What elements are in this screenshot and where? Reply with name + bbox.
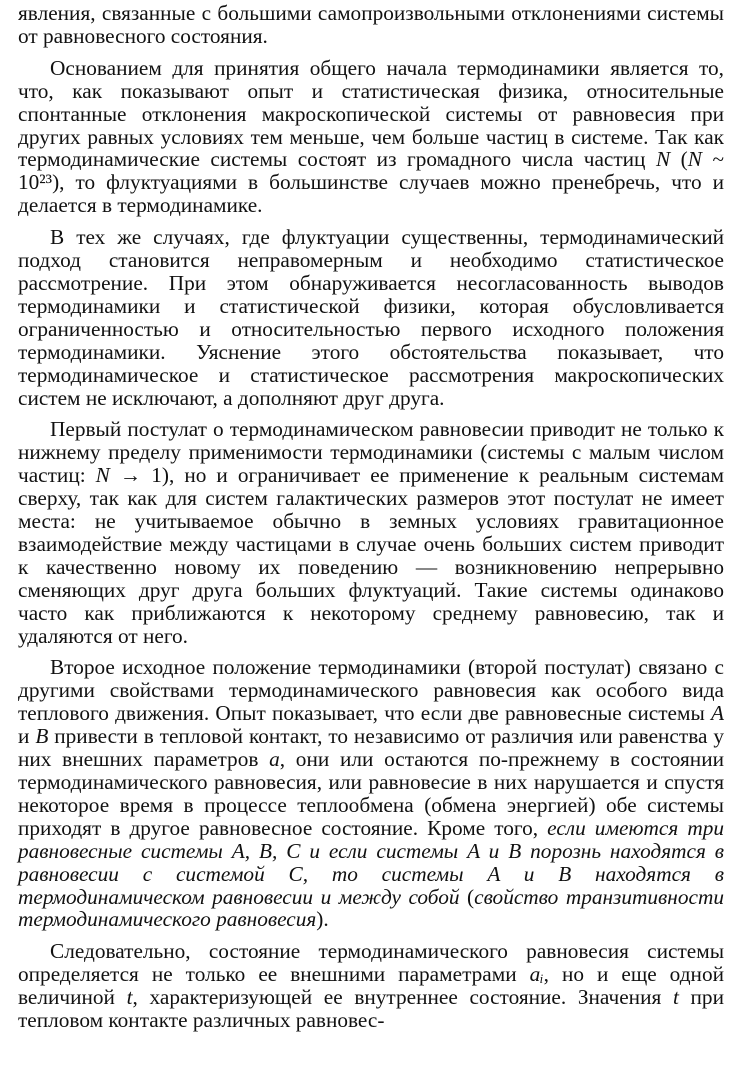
text-run: и [18,724,36,749]
text-run: ( [670,147,688,172]
math-symbol: N [95,463,110,488]
text-run: , они или остаются по-прежнему в состоянии термодинамического равновесия, или равновесие в них нарушается и спустя некоторое время в процессе теплообмена (обмена энергией) обе системы приходят в другое равновесное состояние. Кроме того, [18,747,724,840]
text-run: В тех же случаях, где флуктуации существенны, термодинамический подход становится неправомерным и необходимо статистическое рассмотрение. При этом обнаруживается несогласованность выводов термодинамики и статистической физики, которая обусловливается ограниченностью и относительностью первого исходного положения термодинамики. Уяснение этого обстоятельства показывает, что термодинамическое и статистическое рассмотрения макроскопических систем не исключают, а дополняют друг друга. [18,225,724,410]
paragraph-2 [18,226,724,409]
emphasized-text: свойство транзитивности термодинамического равновесия [18,884,724,932]
paragraph-4 [18,656,724,931]
text-run: ( [459,884,475,909]
math-symbol: t [126,985,133,1010]
text-run: , но и еще одной величиной [18,962,724,1010]
paragraph-0 [18,2,724,48]
text-run: явления, связанные с большими самопроизвольными отклонениями системы от равновесного состояния. [18,1,724,48]
math-symbol: aᵢ [529,962,544,987]
text-run: Следовательно, состояние термодинамического равновесия системы определяется не только ее внешними параметрами [18,939,724,987]
paragraph-1 [18,57,724,217]
text-run: Второе исходное положение термодинамики (второй постулат) связано с другими свойствами термодинамического равновесия как особого вида теплового движения. Опыт показывает, что если две равновесные системы [18,655,724,726]
text-run: → 1), но и ограничивает ее применение к реальным системам сверху, так как для систем галактических размеров этот постулат не имеет места: не учитываемое обычно в земных условиях гравитационное взаимодействие между частицами в случае очень больших систем приводит к качественно новому их поведению — возникновению непрерывно сменяющих друг друга больших флуктуаций. Такие системы одинаково часто как приближаются к некоторому среднему равновесию, так и удаляются от него. [18,463,724,648]
emphasized-text: если имеются три равновесные системы A, B, C и если системы A и B порознь находятся в равновесии с системой C, то системы A и B находятся в термодинамическом равновесии и между собой [18,815,724,909]
math-symbol: N [687,147,702,172]
document-page [18,2,724,1041]
text-run: ). [316,907,329,932]
math-symbol: A [710,701,724,726]
math-symbol: a [269,747,280,772]
math-symbol: B [35,724,49,749]
math-symbol: t [672,985,679,1010]
paragraph-5 [18,940,724,1032]
text-run: , характеризующей ее внутреннее состояние. Значения [132,985,673,1010]
math-symbol: N [655,147,671,172]
text-run: Основанием для принятия общего начала термодинамики является то, что, как показывают опыт и статистическая физика, относительные спонтанные отклонения макроскопической системы от равновесия при других равных условиях тем меньше, чем больше частиц в системе. Так как термодинамические системы состоят из громадного числа частиц [18,55,724,172]
text-run: ~ 10²³), то флуктуациями в большинстве случаев можно пренебречь, что и делается в термодинамике. [18,147,724,218]
text-run: Первый постулат о термодинамическом равновесии приводит не только к нижнему пределу применимости термодинамики (системы с малым числом частиц: [18,417,724,488]
paragraph-3 [18,418,724,647]
text-run: привести в тепловой контакт, то независимо от различия или равенства у них внешних параметров [18,724,724,772]
text-run: при тепловом контакте различных равновес- [18,985,724,1033]
